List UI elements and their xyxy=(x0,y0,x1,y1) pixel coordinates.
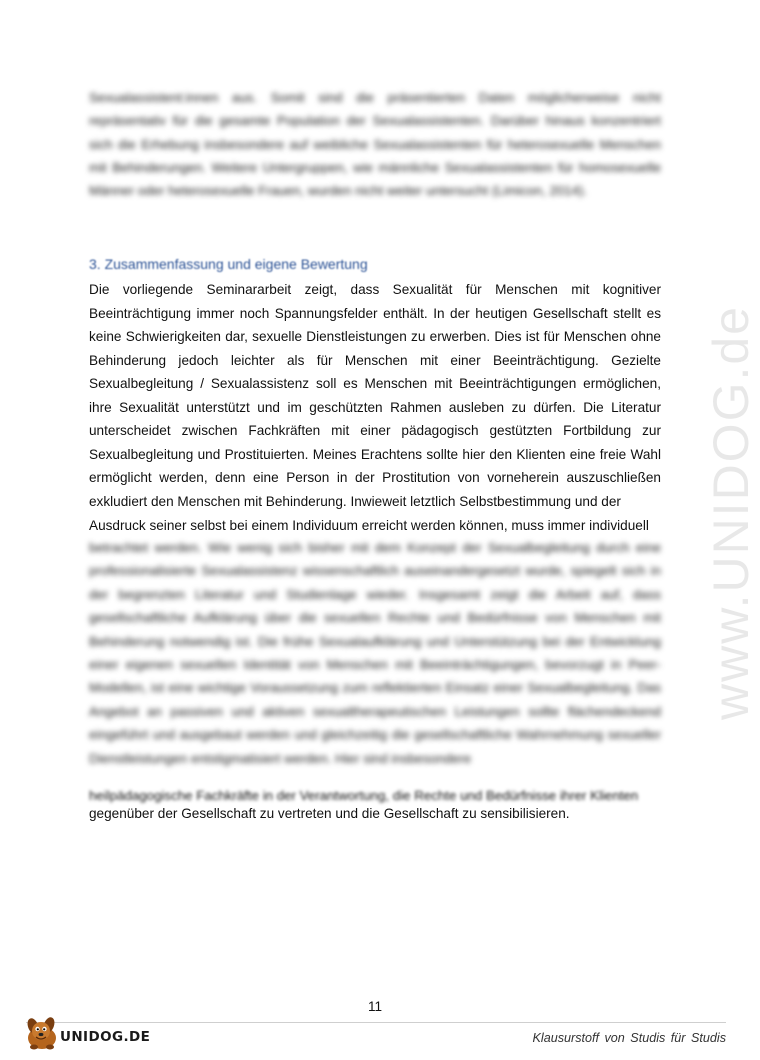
partially-blurred-line-bottom xyxy=(89,778,669,803)
blurred-paragraph-top: Sexualassistent:innen aus. Somit sind die präsentierten Daten möglicherweise nicht repräsentativ für die gesamte Population der Sexualassistenten. Darüber hinaus konzentriert sich die Erhebung insbesondere auf weibliche Sexualassistenten für heterosexuelle Menschen mit Behinderungen. Weitere Untergruppen, wie männliche Sexualassistenten für homosexuelle Männer oder heterosexuelle Frauen, wurden nicht weiter untersucht (Limicon, 2014). xyxy=(89,90,661,199)
watermark: www.UNIDOG.de xyxy=(703,305,759,720)
footer-tagline: Klausurstoff von Studis für Studis xyxy=(532,1031,726,1045)
section-heading-text: 3. Zusammenfassung und eigene Bewertung xyxy=(89,256,368,272)
logo-wordmark: UNIDOG.DE xyxy=(60,1029,151,1045)
summary-paragraph-closing: gegenüber der Gesellschaft zu vertreten und die Gesellschaft zu sensibilisieren. xyxy=(89,806,570,821)
section-heading xyxy=(89,252,489,274)
dog-mascot-icon xyxy=(22,1014,62,1052)
partial-line-text: Ausdruck seiner selbst bei einem Individuum erreicht werden können, muss immer individuell xyxy=(89,518,649,533)
blurred-paragraph-body: betrachtet werden. Wie wenig sich bisher mit dem Konzept der Sexualbegleitung durch eine professionalisierte Sexualassistenz wissenschaftlich auseinandergesetzt wurde, spiegelt sich in der begrenzten Literatur und Studienlage wieder. Insgesamt zeigt die Arbeit auf, dass gesellschaftliche Aufklärung über die sexuellen Rechte und Bedürfnisse von Menschen mit Behinderung notwendig ist. Die frühe Sexualaufklärung und Unterstützung bei der Entwicklung einer eigenen sexuellen Identität von Menschen mit Beeinträchtigungen, bevorzugt in Peer-Modellen, ist eine wichtige Voraussetzung zum reflektierten Einsatz einer Sexualbegleitung. Das Angebot an passiven und aktiven sexualtherapeutischen Leistungen sollte flächendeckend eingeführt und ausgebaut werden und gleichzeitig die gesellschaftliche Wahrnehmung sexueller Dienstleistungen entstigmatisiert werden. Hier sind insbesondere xyxy=(89,540,661,766)
summary-paragraph-visible: Die vorliegende Seminararbeit zeigt, dass Sexualität für Menschen mit kognitiver Beeinträchtigung immer noch Spannungsfelder enthält. In der heutigen Gesellschaft stellt es keine Schwierigkeiten dar, sexuelle Dienstleistungen zu erwerben. Dies ist für Menschen ohne Behinderung jedoch leichter als für Menschen mit einer Beeinträchtigung. Gezielte Sexualbegleitung / Sexualassistenz soll es Menschen mit Beeinträchtigungen ermöglichen, ihre Sexualität unterstützt und im geschützten Rahmen ausleben zu dürfen. Die Literatur unterscheidet zwischen Fachkräften mit einer pädagogisch gestützten Fortbildung zur Sexualbegleitung und Prostituierten. Meines Erachtens sollte hier den Klienten eine freie Wahl ermöglicht werden, denn eine Person in der Prostitution von vorneherein auszuschließen exkludiert den Menschen mit Behinderung. Inwieweit letztlich Selbstbestimmung und der xyxy=(89,282,661,509)
partial-line-bottom-text: heilpädagogische Fachkräfte in der Verantwortung, die Rechte und Bedürfnisse ihrer Klienten xyxy=(89,788,639,803)
page-number: 11 xyxy=(367,999,383,1014)
